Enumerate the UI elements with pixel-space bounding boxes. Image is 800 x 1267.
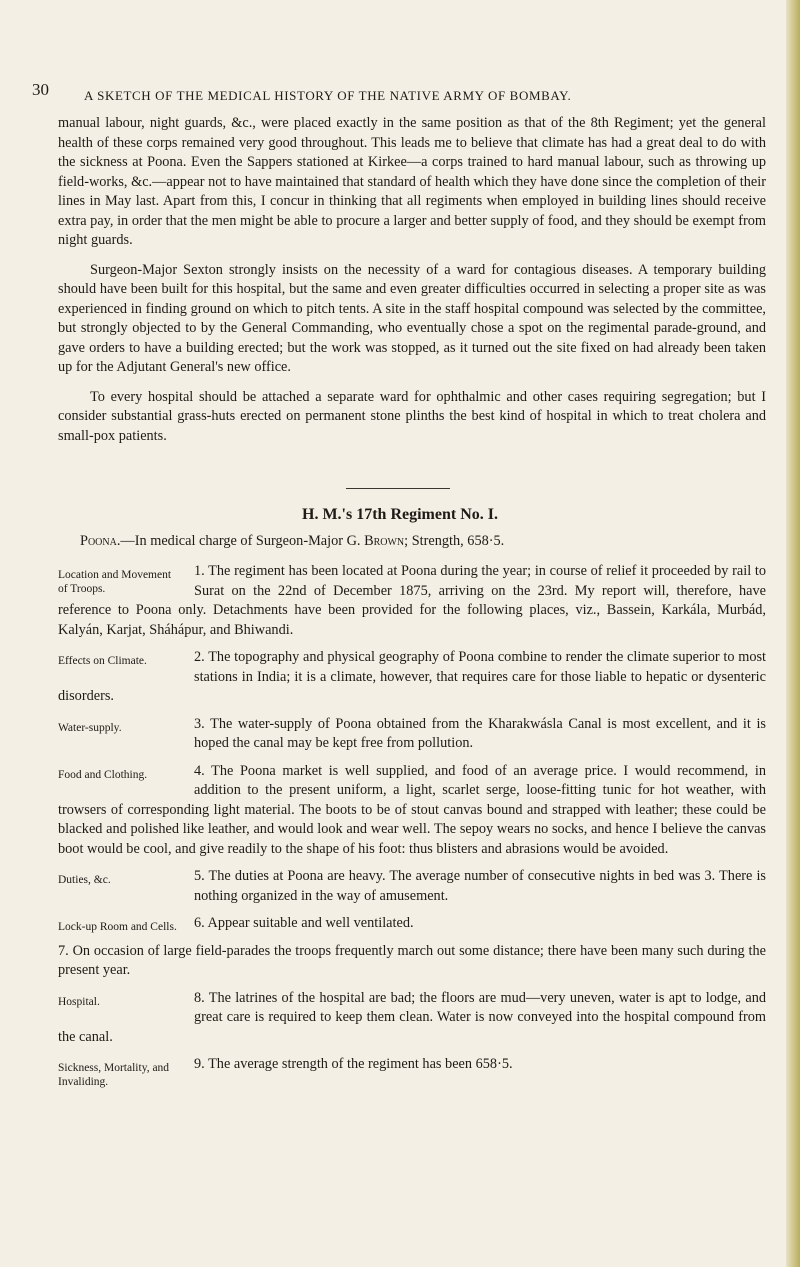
item-text: On occasion of large field-parades the troops frequently march out some distance; there have been many such during the present year. (58, 942, 766, 978)
page-number: 30 (32, 80, 49, 99)
list-item (58, 989, 766, 1048)
list-item (58, 914, 766, 934)
item-text: The latrines of the hospital are bad; the floors are mud—very uneven, water is apt to lodge, and great care is required to keep them clean. Water is now conveyed into the hospital compound from the canal. (58, 989, 766, 1045)
item-number: 8. (194, 989, 205, 1006)
list-item (58, 715, 766, 754)
item-number: 5. (194, 868, 205, 884)
subheading-strength: ; Strength, 658·5. (404, 533, 505, 549)
paragraph-1: manual labour, night guards, &c., were placed exactly in the same position as that of the 8th Regiment; yet the general health of these corps remained very good throughout. This leads me to believe that climate has had a great deal to do with the sickness at Poona. Even the Sappers stationed at Kirkee—a corps trained to hard manual labour, such as throwing up field-works, &c.—appear not to have maintained that standard of health which they have done since the completion of their lines in May last. Apart from this, I concur in thinking that all regiments when employed in building lines should receive extra pay, in order that the men might be able to procure a larger and better supply of food, and they should be exempt from night guards. (58, 115, 766, 248)
side-note: Duties, &c. (58, 874, 111, 886)
paragraph-2: Surgeon-Major Sexton strongly insists on the necessity of a ward for contagious diseases. A temporary building should have been built for this hospital, but the same and even greater difficulties occurred in selecting a proper site as was experienced in finding ground on which to pitch tents. A site in the staff hospital compound was selected by the committee, but strongly objected to by the General Commanding, who eventually chose a spot on the regimental parade-ground, and gave orders to have a building erected; but the work was stopped, as it turned out the site fixed on had already been taken up for the Adjutant General's new office. (58, 261, 766, 375)
numbered-items (58, 562, 766, 1091)
station-name: Poona. (80, 533, 121, 549)
item-text: The average strength of the regiment has been 658·5. (208, 1056, 513, 1072)
item-text: The topography and physical geography of Poona combine to render the climate superior to most stations in India; it is a climate, however, that requires care for those liable to hepatic or dysenteric disorders. (58, 649, 766, 704)
item-text: The regiment has been located at Poona during the year; in course of relief it proceeded by rail to Surat on the 22nd of December 1875, arriving on the 23rd. My report will, therefore, have reference to Poona only. Detachments have been provided for the following places, viz., Bassein, Karkála, Murbád, Kalyán, Karjat, Sháhápur, and Bhiwandi. (58, 563, 766, 638)
section-subheading (80, 533, 504, 550)
page-edge (786, 0, 800, 1267)
item-text: Appear suitable and well ventilated. (207, 915, 414, 931)
side-note: Water-supply. (58, 721, 122, 734)
body-text-top (58, 114, 766, 446)
item-number: 6. (194, 915, 205, 931)
item-text: The water-supply of Poona obtained from the Kharakwásla Canal is most excellent, and it is hoped the canal may be kept free from pollution. (194, 715, 766, 751)
item-number: 4. (194, 762, 205, 779)
side-note: Sickness, Mortality, and Invaliding. (58, 1062, 170, 1088)
running-head: A SKETCH OF THE MEDICAL HISTORY OF THE NATIVE ARMY OF BOMBAY. (84, 88, 572, 103)
list-item (58, 1055, 766, 1088)
surgeon-name: Brown (364, 533, 405, 549)
side-note: Food and Clothing. (58, 768, 148, 781)
section-heading: H. M.'s 17th Regiment No. I. (302, 506, 498, 523)
side-note: Lock-up Room and Cells. (58, 921, 177, 933)
item-number: 2. (194, 649, 205, 665)
list-item (58, 648, 766, 707)
list-item (58, 867, 766, 906)
side-note: Hospital. (58, 995, 100, 1008)
side-note: Effects on Climate. (58, 655, 147, 667)
item-number: 7. (58, 942, 69, 959)
item-number: 3. (194, 715, 205, 732)
item-text: The Poona market is well supplied, and food of an average price. I would recommend, in addition to the present uniform, a light, scarlet serge, loose-fitting tunic for hot weather, with trowsers of corresponding light material. The boots to be of stout canvas bound and strapped with leather; these could be blacked and polished like leather, and would look and wear well. The sepoy wears no socks, and hence I believe the canvas boot would be cool, and give readily to the shape of his foot: thus blisters and abrasions would be avoided. (58, 762, 766, 857)
list-item (58, 762, 766, 860)
section-divider (346, 488, 450, 489)
item-text: The duties at Poona are heavy. The average number of consecutive nights in bed was 3. There is nothing organized in the way of amusement. (194, 868, 766, 904)
list-item (58, 942, 766, 981)
item-number: 9. (194, 1056, 205, 1072)
item-number: 1. (194, 563, 205, 579)
list-item (58, 562, 766, 640)
paragraph-3: To every hospital should be attached a separate ward for ophthalmic and other cases requiring segregation; but I consider substantial grass-huts erected on permanent stone plinths the best kind of hospital in which to treat cholera and small-pox patients. (58, 388, 766, 444)
side-note: Location and Movement of Troops. (58, 569, 172, 595)
subheading-intro: —In medical charge of Surgeon-Major G. (120, 533, 365, 549)
